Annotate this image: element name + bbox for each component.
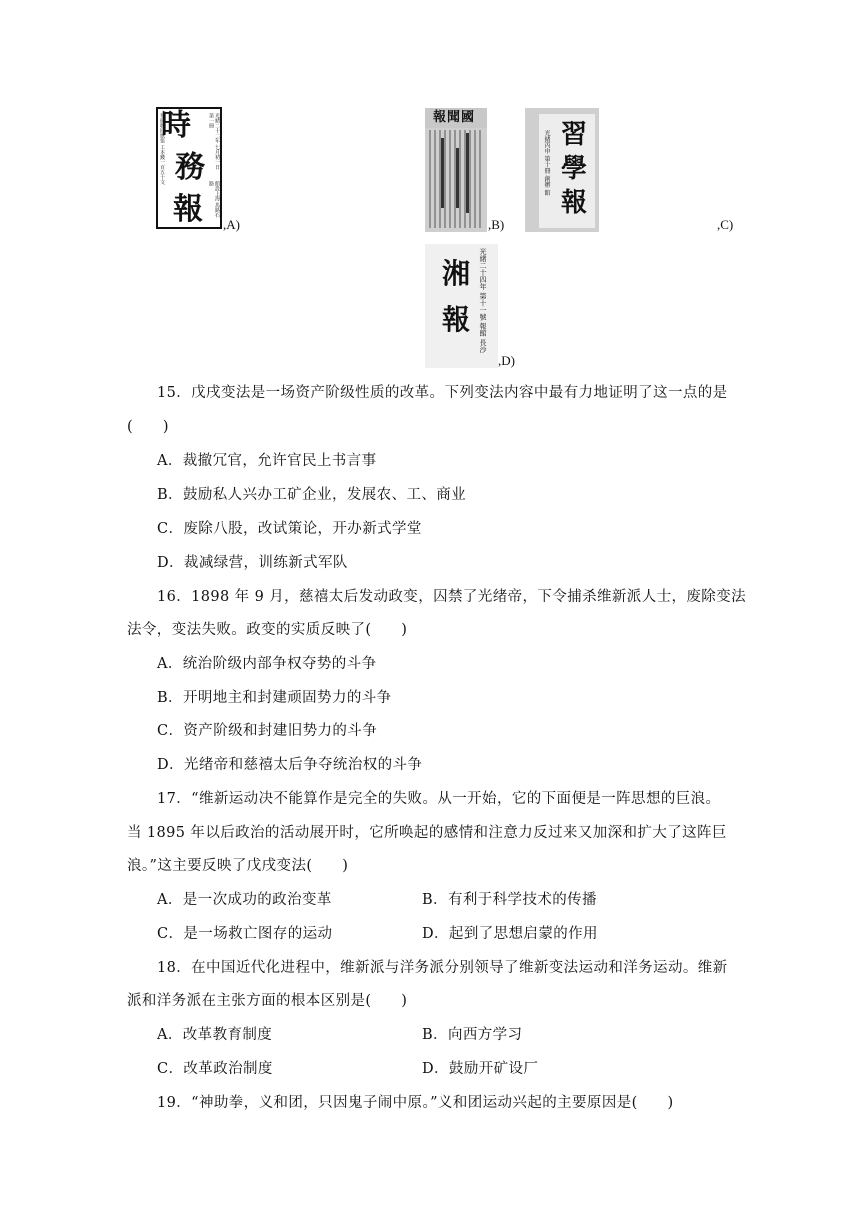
side-text: 館設上海 馬路石路 xyxy=(208,181,220,218)
question-15-stem: 15．戊戌变法是一场资产阶级性质的改革。下列变法内容中最有力地证明了这一点的是 xyxy=(157,385,728,401)
question-17-stem-cont: 浪。”这主要反映了戊戌变法( ) xyxy=(127,858,349,874)
newspaper-image-d xyxy=(425,244,498,368)
option-label-d: ,D) xyxy=(498,353,515,368)
newspaper-columns xyxy=(425,128,487,232)
question-16-option-a: A．统治阶级内部争权夺势的斗争 xyxy=(157,656,377,672)
masthead-char: 務 xyxy=(175,150,205,185)
question-19-stem: 19．“神助拳，义和团，只因鬼子闹中原。”义和团运动兴起的主要原因是( ) xyxy=(157,1095,674,1111)
question-16-option-b: B．开明地主和封建顽固势力的斗争 xyxy=(157,690,392,706)
question-18-stem: 18．在中国近代化进程中，维新派与洋务派分别领导了维新变法运动和洋务运动。维新 xyxy=(157,960,728,976)
masthead-char: 聞 xyxy=(447,110,462,125)
masthead-char: 報 xyxy=(433,110,448,125)
question-16-stem-cont: 法令，变法失败。政变的实质反映了( ) xyxy=(127,622,408,638)
question-18-stem-cont: 派和洋务派在主张方面的根本区别是( ) xyxy=(127,993,408,1009)
newspaper-image-c xyxy=(525,108,599,232)
question-15-stem-cont: ( ) xyxy=(127,419,169,435)
masthead-char: 報 xyxy=(173,192,203,227)
question-18-option-b: B．向西方学习 xyxy=(422,1027,523,1043)
side-text: 光緒二十二年 七月初一日 第一冊 xyxy=(208,113,220,170)
masthead-char: 報 xyxy=(442,303,471,336)
question-17-option-b: B．有利于科学技术的传播 xyxy=(422,892,597,908)
question-17-option-c: C．是一场救亡图存的运动 xyxy=(157,926,333,942)
masthead-char: 學 xyxy=(561,154,588,184)
question-16-option-c: C．资产阶级和封建旧势力的斗争 xyxy=(157,723,378,739)
question-16-option-d: D．光绪帝和慈禧太后争夺统治权的斗争 xyxy=(157,757,423,773)
question-17-stem: 17．“维新运动决不能算作是完全的失败。从一开始，它的下面便是一阵思想的巨浪。 xyxy=(157,791,721,807)
newspaper-image-a xyxy=(156,107,222,229)
option-label-c: ,C) xyxy=(717,217,734,232)
option-label-b: ,B) xyxy=(488,217,505,232)
side-text: 每冊收回紙張 工本錢一百五十文 xyxy=(159,113,165,185)
masthead-char: 湘 xyxy=(442,257,471,290)
masthead-char: 國 xyxy=(461,110,476,125)
question-16-stem: 16．1898 年 9 月，慈禧太后发动政变，囚禁了光绪帝，下令捕杀维新派人士，废除变法 xyxy=(157,589,747,605)
side-text: 光緒丙申 第十冊 創辦 館 xyxy=(543,130,550,196)
question-15-option-c: C．废除八股，改试策论，开办新式学堂 xyxy=(157,521,422,537)
question-15-option-a: A．裁撤冗官，允许官民上书言事 xyxy=(157,453,377,469)
question-17-option-a: A．是一次成功的政治变革 xyxy=(157,892,332,908)
question-17-option-d: D．起到了思想启蒙的作用 xyxy=(422,926,598,942)
question-18-option-d: D．鼓励开矿设厂 xyxy=(422,1061,539,1077)
question-18-option-a: A．改革教育制度 xyxy=(157,1027,273,1043)
option-label-a: ,A) xyxy=(223,217,240,232)
side-text: 光緒二十四年 第十一號 報館 長沙 xyxy=(479,248,487,353)
question-18-option-c: C．改革政治制度 xyxy=(157,1061,273,1077)
question-15-option-d: D．裁减绿营，训练新式军队 xyxy=(157,555,348,571)
masthead-char: 報 xyxy=(561,188,588,218)
question-15-option-b: B．鼓励私人兴办工矿企业，发展农、工、商业 xyxy=(157,487,467,503)
question-17-stem-cont: 当 1895 年以后政治的活动展开时，它所唤起的感情和注意力反过来又加深和扩大了这阵巨 xyxy=(127,825,727,841)
masthead-char: 習 xyxy=(561,120,588,150)
masthead-char: 時 xyxy=(161,108,191,143)
newspaper-image-b xyxy=(425,108,487,232)
